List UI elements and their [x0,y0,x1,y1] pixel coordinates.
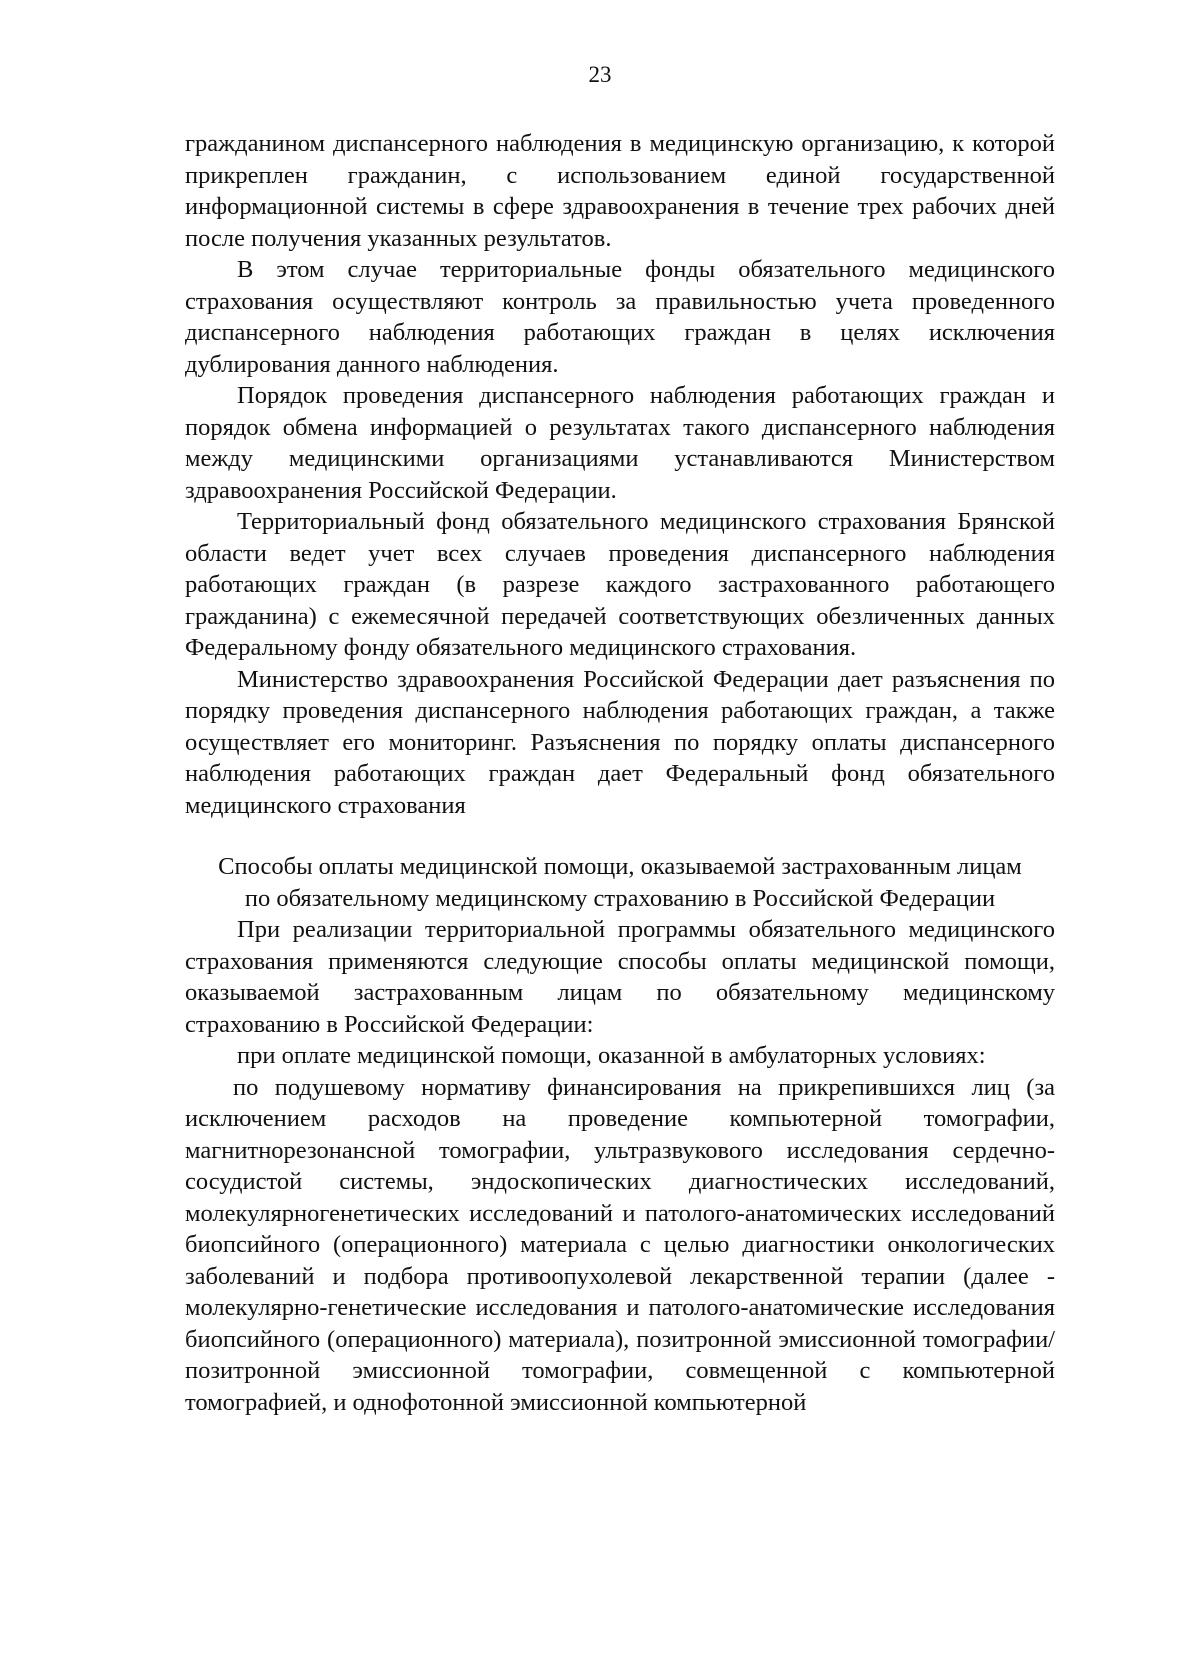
paragraph-ambulatory-conditions: при оплате медицинской помощи, оказанной в амбулаторных условиях: [237,1042,986,1069]
paragraph-observation-procedure: Порядок проведения диспансерного наблюдения работающих граждан и порядок обмена информацией о результатах такого диспансерного наблюдения между медицинскими организациями устанавливаются Министерством здравоохранения Российской Федерации. [185,382,1055,504]
paragraph-insurance-funds-control: В этом случае территориальные фонды обязательного медицинского страхования осуществляют контроль за правильностью учета проведенного диспансерного наблюдения работающих граждан в целях исключения дублирования данного наблюдения. [185,256,1055,378]
paragraph-payment-methods-intro: При реализации территориальной программы обязательного медицинского страхования применяются следующие способы оплаты медицинской помощи, оказываемой застрахованным лицам по обязательному медицинскому страхованию в Российской Федерации: [185,916,1055,1038]
section-heading: Способы оплаты медицинской помощи, оказываемой застрахованным лицам по обязательному медицинскому страхованию в Российской Федерации [218,853,1022,912]
paragraph-bryansk-fund: Территориальный фонд обязательного медицинского страхования Брянской области ведет учет всех случаев проведения диспансерного наблюдения работающих граждан (в разрезе каждого застрахованного работающего гражданина) с ежемесячной передачей соответствующих обезличенных данных Федеральному фонду обязательного медицинского страхования. [185,508,1055,661]
page-number: 23 [588,62,612,87]
paragraph-ministry-clarifications: Министерство здравоохранения Российской Федерации дает разъяснения по порядку проведения диспансерного наблюдения работающих граждан, а также осуществляет его мониторинг. Разъяснения по порядку оплаты диспансерного наблюдения работающих граждан дает Федеральный фонд обязательного медицинского страхования [185,665,1055,819]
paragraph-continuation: гражданином диспансерного наблюдения в медицинскую организацию, к которой прикреплен гражданин, с использованием единой государственной информационной системы в сфере здравоохранения в течение трех рабочих дней после получения указанных результатов. [185,130,1055,252]
document-body [185,128,1055,1418]
paragraph-per-capita-standard: по подушевому нормативу финансирования на прикрепившихся лиц (за исключением расходов на проведение компьютерной томографии, магнитнорезонансной томографии, ультразвукового исследования сердечно-сосудистой системы, эндоскопических диагностических исследований, молекулярногенетических исследований и патолого-анатомических исследований биопсийного (операционного) материала с целью диагностики онкологических заболеваний и подбора противоопухолевой лекарственной терапии (далее - молекулярно-генетические исследования и патолого-анатомические исследования биопсийного (операционного) материала), позитронной эмиссионной томографии/позитронной эмиссионной томографии, совмещенной с компьютерной томографией, и однофотонной эмиссионной компьютерной [185,1073,1055,1416]
